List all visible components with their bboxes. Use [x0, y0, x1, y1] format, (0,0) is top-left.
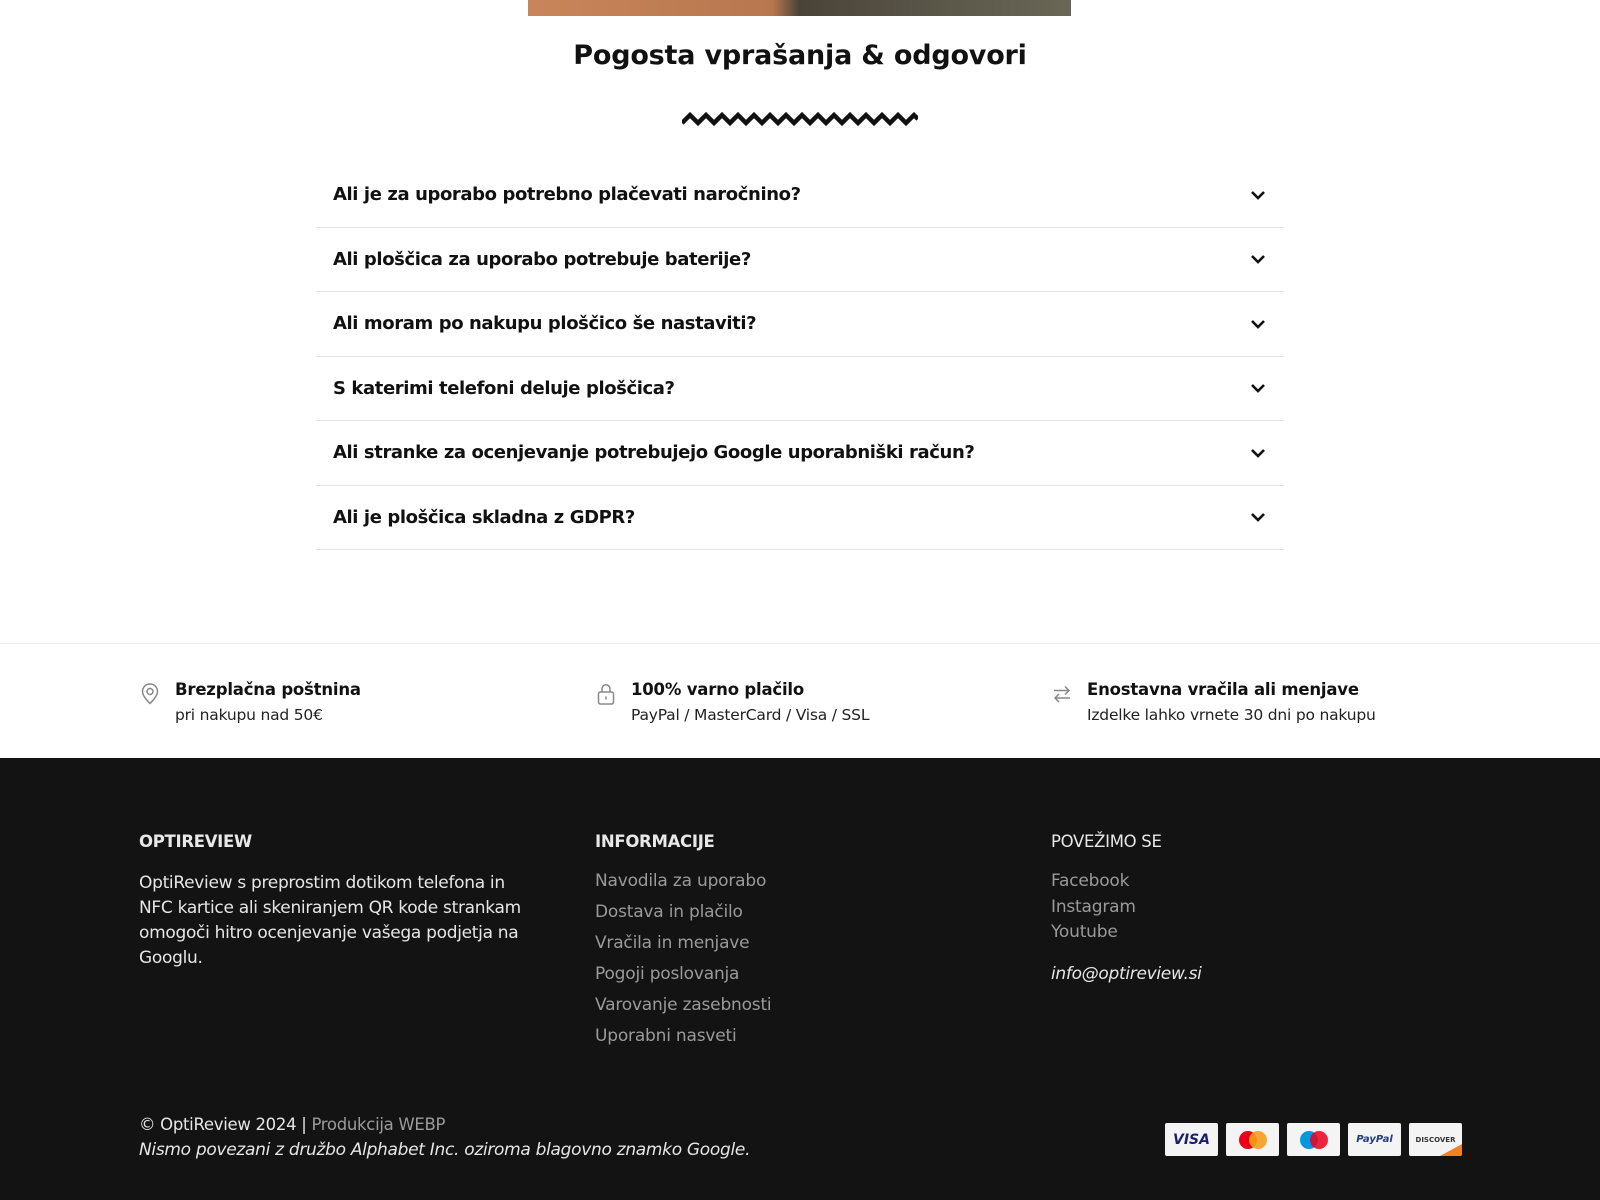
- faq-question: S katerimi telefoni deluje ploščica?: [333, 377, 675, 399]
- social-link-youtube[interactable]: Youtube: [1051, 922, 1118, 942]
- faq-item[interactable]: [316, 228, 1284, 293]
- discover-icon: [1409, 1123, 1462, 1156]
- faq-item[interactable]: [316, 357, 1284, 422]
- feature-title: Enostavna vračila ali menjave: [1087, 680, 1359, 699]
- footer-link-returns[interactable]: Vračila in menjave: [595, 933, 750, 953]
- footer-info: [595, 832, 771, 1057]
- feature-subtitle: PayPal / MasterCard / Visa / SSL: [631, 706, 870, 724]
- faq-item[interactable]: [316, 292, 1284, 357]
- footer-about-heading: OPTIREVIEW: [139, 832, 252, 851]
- faq-item[interactable]: [316, 486, 1284, 551]
- footer-link-instructions[interactable]: Navodila za uporabo: [595, 871, 767, 891]
- footer-about: [139, 832, 539, 971]
- maestro-logo: [1294, 1128, 1334, 1152]
- chevron-down-icon: [1249, 250, 1267, 268]
- footer-link-delivery[interactable]: Dostava in plačilo: [595, 902, 743, 922]
- footer-link-tips[interactable]: Uporabni nasveti: [595, 1026, 737, 1046]
- feature-subtitle: Izdelke lahko vrnete 30 dni po nakupu: [1087, 706, 1376, 724]
- paypal-label: PayPal: [1356, 1134, 1393, 1145]
- visa-label: VISA: [1173, 1131, 1210, 1148]
- payment-methods: [1165, 1123, 1462, 1156]
- feature-subtitle: pri nakupu nad 50€: [175, 706, 323, 724]
- producer-link[interactable]: Produkcija WEBP: [311, 1115, 446, 1134]
- social-link-instagram[interactable]: Instagram: [1051, 896, 1136, 917]
- chevron-down-icon: [1249, 379, 1267, 397]
- location-pin-icon: [139, 682, 161, 706]
- faq-list: [316, 163, 1284, 550]
- feature-easy-returns: [1051, 680, 1376, 724]
- faq-question: Ali ploščica za uporabo potrebuje baterije?: [333, 248, 751, 270]
- faq-question: Ali je za uporabo potrebno plačevati naročnino?: [333, 184, 801, 206]
- footer-about-text: OptiReview s preprostim dotikom telefona in NFC kartice ali skeniranjem QR kode strankam omogoči hitro ocenjevanje vašega podjetja na Googlu.: [139, 873, 521, 968]
- contact-email[interactable]: info@optireview.si: [1051, 963, 1202, 984]
- chevron-down-icon: [1249, 315, 1267, 333]
- feature-secure-payment: [595, 680, 869, 724]
- faq-question: Ali je ploščica skladna z GDPR?: [333, 506, 635, 528]
- mastercard-logo: [1233, 1128, 1273, 1152]
- disclaimer: Nismo povezani z družbo Alphabet Inc. oziroma blagovno znamko Google.: [139, 1140, 751, 1160]
- copyright-text: © OptiReview 2024 |: [139, 1115, 307, 1134]
- footer-link-privacy[interactable]: Varovanje zasebnosti: [595, 995, 772, 1015]
- feature-title: 100% varno plačilo: [631, 680, 805, 699]
- faq-question: Ali stranke za ocenjevanje potrebujejo Google uporabniški račun?: [333, 442, 975, 464]
- faq-item[interactable]: [316, 163, 1284, 228]
- footer-info-heading: INFORMACIJE: [595, 832, 715, 851]
- site-footer: [0, 758, 1600, 1200]
- discover-label: DISCOVER: [1415, 1135, 1456, 1144]
- faq-question: Ali moram po nakupu ploščico še nastaviti?: [333, 313, 757, 335]
- maestro-icon: [1287, 1123, 1340, 1156]
- visa-icon: [1165, 1123, 1218, 1156]
- footer-link-terms[interactable]: Pogoji poslovanja: [595, 964, 740, 984]
- feature-free-shipping: [139, 680, 361, 724]
- zigzag-divider: [682, 108, 918, 130]
- lock-icon: [595, 682, 617, 706]
- faq-item[interactable]: [316, 421, 1284, 486]
- exchange-arrows-icon: [1051, 682, 1073, 706]
- footer-connect: [1051, 832, 1202, 984]
- footer-connect-heading: POVEŽIMO SE: [1051, 832, 1162, 851]
- chevron-down-icon: [1249, 444, 1267, 462]
- feature-title: Brezplačna poštnina: [175, 680, 361, 699]
- copyright: [139, 1115, 445, 1134]
- mastercard-icon: [1226, 1123, 1279, 1156]
- chevron-down-icon: [1249, 508, 1267, 526]
- product-image: [528, 0, 1071, 16]
- social-link-facebook[interactable]: Facebook: [1051, 871, 1130, 891]
- faq-title: Pogosta vprašanja & odgovori: [573, 40, 1027, 71]
- features-bar: [0, 643, 1600, 758]
- chevron-down-icon: [1249, 186, 1267, 204]
- paypal-icon: [1348, 1123, 1401, 1156]
